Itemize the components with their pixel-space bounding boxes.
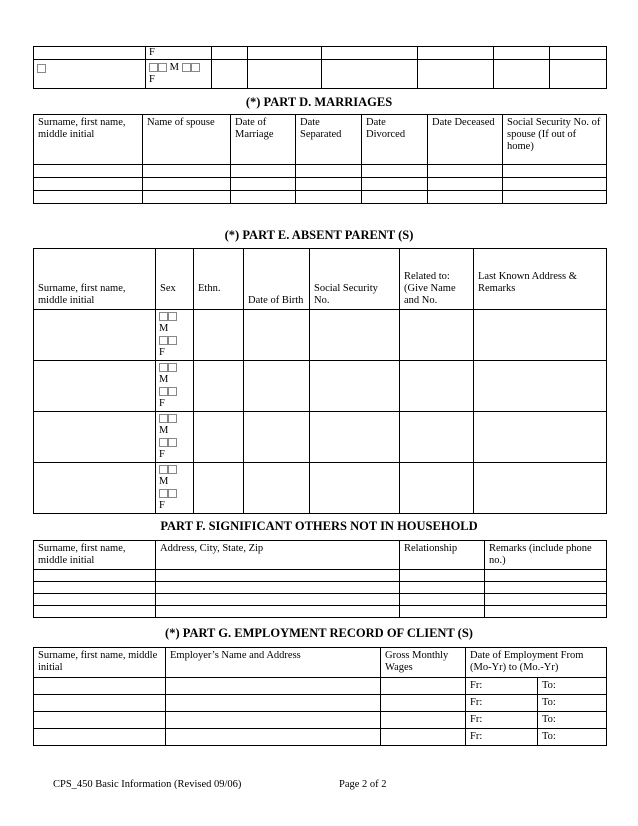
entry-cell[interactable] bbox=[310, 412, 400, 463]
entry-cell[interactable] bbox=[310, 361, 400, 412]
table-row bbox=[34, 712, 607, 729]
entry-cell[interactable] bbox=[143, 178, 231, 191]
entry-cell[interactable] bbox=[474, 310, 607, 361]
header-cell: Address, City, State, Zip bbox=[156, 541, 400, 570]
header-label: Surname, first name, middle initial bbox=[38, 282, 126, 306]
entry-cell[interactable] bbox=[310, 463, 400, 514]
entry-cell[interactable] bbox=[34, 594, 156, 606]
header-cell: Name of spouse bbox=[143, 115, 231, 165]
entry-cell[interactable] bbox=[34, 695, 166, 712]
entry-cell[interactable] bbox=[485, 570, 607, 582]
table-row bbox=[34, 582, 607, 594]
sex-m-label: M bbox=[159, 323, 169, 334]
entry-cell[interactable] bbox=[34, 678, 166, 695]
header-label: Social Security No. bbox=[314, 282, 378, 306]
header-cell: Remarks (include phone no.) bbox=[485, 541, 607, 570]
top-fragment-table bbox=[33, 46, 607, 89]
entry-cell[interactable] bbox=[34, 310, 156, 361]
header-cell: Surname, first name, middle initial bbox=[34, 541, 156, 570]
entry-cell[interactable] bbox=[34, 712, 166, 729]
checkbox[interactable] bbox=[37, 64, 46, 73]
entry-cell[interactable] bbox=[381, 712, 466, 729]
entry-cell[interactable] bbox=[244, 310, 310, 361]
entry-cell[interactable] bbox=[34, 178, 143, 191]
part-g-table bbox=[33, 647, 607, 746]
header-label: Date of Birth bbox=[248, 294, 304, 306]
checkbox[interactable] bbox=[168, 438, 177, 447]
table-row bbox=[34, 729, 607, 746]
from-cell[interactable]: Fr: bbox=[466, 695, 538, 712]
checkbox[interactable] bbox=[168, 489, 177, 498]
checkbox[interactable] bbox=[159, 489, 168, 498]
entry-cell[interactable] bbox=[400, 412, 474, 463]
entry-cell[interactable] bbox=[474, 412, 607, 463]
entry-cell[interactable] bbox=[296, 191, 362, 204]
header-cell: Surname, first name, middle initial bbox=[34, 115, 143, 165]
top-cell[interactable] bbox=[34, 47, 146, 60]
part-g-title: (*) PART G. EMPLOYMENT RECORD OF CLIENT (S) bbox=[165, 626, 473, 640]
sex-cell bbox=[156, 412, 194, 463]
top-cell[interactable] bbox=[248, 60, 322, 89]
checkbox[interactable] bbox=[191, 63, 200, 72]
checkbox[interactable] bbox=[159, 387, 168, 396]
part-d-title: (*) PART D. MARRIAGES bbox=[245, 95, 393, 109]
entry-cell[interactable] bbox=[381, 729, 466, 746]
top-cell[interactable] bbox=[212, 60, 248, 89]
sex-f-label: F bbox=[149, 47, 155, 58]
entry-cell[interactable] bbox=[428, 165, 503, 178]
entry-cell[interactable] bbox=[400, 361, 474, 412]
to-cell[interactable]: To: bbox=[538, 678, 607, 695]
entry-cell[interactable] bbox=[362, 178, 428, 191]
entry-cell[interactable] bbox=[381, 695, 466, 712]
entry-cell[interactable] bbox=[400, 582, 485, 594]
sex-m-label: M bbox=[159, 476, 169, 487]
entry-cell[interactable] bbox=[34, 570, 156, 582]
header-cell bbox=[310, 249, 400, 310]
sex-f-label: F bbox=[149, 74, 155, 86]
entry-cell[interactable] bbox=[194, 463, 244, 514]
header-cell: Date of Employment From (Mo-Yr) to (Mo.-Yr) bbox=[466, 648, 607, 678]
part-d-table bbox=[33, 114, 607, 204]
top-cell[interactable] bbox=[212, 47, 248, 60]
part-e-table bbox=[33, 248, 607, 514]
sex-f-label: F bbox=[159, 398, 165, 409]
entry-cell[interactable] bbox=[474, 361, 607, 412]
header-cell: Gross Monthly Wages bbox=[381, 648, 466, 678]
entry-cell[interactable] bbox=[156, 570, 400, 582]
checkbox[interactable] bbox=[159, 336, 168, 345]
entry-cell[interactable] bbox=[194, 361, 244, 412]
entry-cell[interactable] bbox=[156, 594, 400, 606]
entry-cell[interactable] bbox=[400, 606, 485, 618]
entry-cell[interactable] bbox=[166, 729, 381, 746]
to-cell[interactable]: To: bbox=[538, 712, 607, 729]
top-cell[interactable] bbox=[550, 47, 607, 60]
entry-cell[interactable] bbox=[503, 191, 607, 204]
entry-cell[interactable] bbox=[34, 582, 156, 594]
entry-cell[interactable] bbox=[244, 361, 310, 412]
entry-cell[interactable] bbox=[381, 678, 466, 695]
header-cell bbox=[400, 249, 474, 310]
sex-f-label: F bbox=[159, 500, 165, 511]
checkbox[interactable] bbox=[159, 414, 168, 423]
entry-cell[interactable] bbox=[362, 191, 428, 204]
top-cell[interactable] bbox=[418, 60, 494, 89]
table-row bbox=[34, 361, 607, 412]
entry-cell[interactable] bbox=[34, 191, 143, 204]
entry-cell[interactable] bbox=[400, 570, 485, 582]
top-cell[interactable] bbox=[322, 47, 418, 60]
table-row bbox=[34, 463, 607, 514]
header-cell bbox=[244, 249, 310, 310]
top-cell[interactable] bbox=[550, 60, 607, 89]
from-cell[interactable]: Fr: bbox=[466, 712, 538, 729]
sex-m-label: M bbox=[169, 62, 179, 74]
header-label: Last Known Address & Remarks bbox=[478, 270, 577, 294]
header-cell: Date Divorced bbox=[362, 115, 428, 165]
entry-cell[interactable] bbox=[143, 165, 231, 178]
header-cell: Date Separated bbox=[296, 115, 362, 165]
to-cell[interactable]: To: bbox=[538, 695, 607, 712]
header-label: Ethn. bbox=[198, 282, 221, 294]
header-label: Sex bbox=[160, 282, 176, 294]
to-cell[interactable]: To: bbox=[538, 729, 607, 746]
entry-cell[interactable] bbox=[143, 191, 231, 204]
entry-cell[interactable] bbox=[34, 463, 156, 514]
entry-cell[interactable] bbox=[166, 712, 381, 729]
part-e-title: (*) PART E. ABSENT PARENT (S) bbox=[224, 228, 414, 242]
checkbox[interactable] bbox=[159, 465, 168, 474]
top-cell[interactable] bbox=[418, 47, 494, 60]
header-cell: Social Security No. of spouse (If out of home) bbox=[503, 115, 607, 165]
entry-cell[interactable] bbox=[34, 729, 166, 746]
checkbox[interactable] bbox=[182, 63, 191, 72]
entry-cell[interactable] bbox=[296, 178, 362, 191]
entry-cell[interactable] bbox=[296, 165, 362, 178]
entry-cell[interactable] bbox=[400, 310, 474, 361]
sex-cell bbox=[156, 463, 194, 514]
table-row bbox=[34, 606, 607, 618]
entry-cell[interactable] bbox=[362, 165, 428, 178]
header-cell: Date of Marriage bbox=[231, 115, 296, 165]
top-cell[interactable] bbox=[494, 60, 550, 89]
header-cell bbox=[194, 249, 244, 310]
sex-f-label: F bbox=[159, 449, 165, 460]
footer-form-id: CPS_450 Basic Information (Revised 09/06) bbox=[53, 779, 242, 790]
entry-cell[interactable] bbox=[503, 165, 607, 178]
sex-cell bbox=[156, 310, 194, 361]
entry-cell[interactable] bbox=[34, 165, 143, 178]
table-row bbox=[34, 310, 607, 361]
entry-cell[interactable] bbox=[310, 310, 400, 361]
from-cell[interactable]: Fr: bbox=[466, 678, 538, 695]
entry-cell[interactable] bbox=[428, 191, 503, 204]
entry-cell[interactable] bbox=[156, 606, 400, 618]
top-sex-cell bbox=[146, 47, 212, 60]
entry-cell[interactable] bbox=[474, 463, 607, 514]
checkbox[interactable] bbox=[159, 363, 168, 372]
header-label: Related to: (Give Name and No. bbox=[404, 270, 456, 306]
header-cell: Surname, first name, middle initial bbox=[34, 648, 166, 678]
header-cell: Employer’s Name and Address bbox=[166, 648, 381, 678]
entry-cell[interactable] bbox=[244, 463, 310, 514]
checkbox[interactable] bbox=[168, 414, 177, 423]
entry-cell[interactable] bbox=[34, 606, 156, 618]
table-row bbox=[34, 695, 607, 712]
checkbox[interactable] bbox=[158, 63, 167, 72]
entry-cell[interactable] bbox=[400, 463, 474, 514]
top-cell[interactable] bbox=[322, 60, 418, 89]
footer-page-number: Page 2 of 2 bbox=[339, 779, 387, 790]
checkbox[interactable] bbox=[168, 336, 177, 345]
checkbox[interactable] bbox=[168, 387, 177, 396]
top-cell[interactable] bbox=[34, 60, 146, 89]
entry-cell[interactable] bbox=[231, 165, 296, 178]
entry-cell[interactable] bbox=[485, 582, 607, 594]
entry-cell[interactable] bbox=[194, 412, 244, 463]
header-cell: Date Deceased bbox=[428, 115, 503, 165]
header-cell: Relationship bbox=[400, 541, 485, 570]
header-cell bbox=[474, 249, 607, 310]
sex-cell bbox=[156, 361, 194, 412]
entry-cell[interactable] bbox=[244, 412, 310, 463]
entry-cell[interactable] bbox=[194, 310, 244, 361]
top-cell[interactable] bbox=[494, 47, 550, 60]
part-f-title: PART F. SIGNIFICANT OTHERS NOT IN HOUSEHOLD bbox=[160, 519, 478, 533]
checkbox[interactable] bbox=[159, 312, 168, 321]
entry-cell[interactable] bbox=[166, 678, 381, 695]
table-row bbox=[34, 191, 607, 204]
sex-f-label: F bbox=[159, 347, 165, 358]
table-row bbox=[34, 178, 607, 191]
entry-cell[interactable] bbox=[231, 178, 296, 191]
entry-cell[interactable] bbox=[231, 191, 296, 204]
part-f-table bbox=[33, 540, 607, 618]
checkbox[interactable] bbox=[168, 363, 177, 372]
entry-cell[interactable] bbox=[485, 606, 607, 618]
entry-cell[interactable] bbox=[156, 582, 400, 594]
table-row bbox=[34, 412, 607, 463]
table-row bbox=[34, 678, 607, 695]
entry-cell[interactable] bbox=[428, 178, 503, 191]
checkbox[interactable] bbox=[168, 312, 177, 321]
table-row bbox=[34, 594, 607, 606]
header-cell bbox=[34, 249, 156, 310]
entry-cell[interactable] bbox=[400, 594, 485, 606]
entry-cell[interactable] bbox=[166, 695, 381, 712]
from-cell[interactable]: Fr: bbox=[466, 729, 538, 746]
table-row bbox=[34, 570, 607, 582]
table-row bbox=[34, 165, 607, 178]
top-sex-cell bbox=[146, 60, 212, 89]
sex-m-label: M bbox=[159, 425, 169, 436]
entry-cell[interactable] bbox=[503, 178, 607, 191]
entry-cell[interactable] bbox=[34, 361, 156, 412]
header-cell bbox=[156, 249, 194, 310]
sex-m-label: M bbox=[159, 374, 169, 385]
checkbox[interactable] bbox=[159, 438, 168, 447]
checkbox[interactable] bbox=[149, 63, 158, 72]
entry-cell[interactable] bbox=[485, 594, 607, 606]
entry-cell[interactable] bbox=[34, 412, 156, 463]
top-cell[interactable] bbox=[248, 47, 322, 60]
checkbox[interactable] bbox=[168, 465, 177, 474]
